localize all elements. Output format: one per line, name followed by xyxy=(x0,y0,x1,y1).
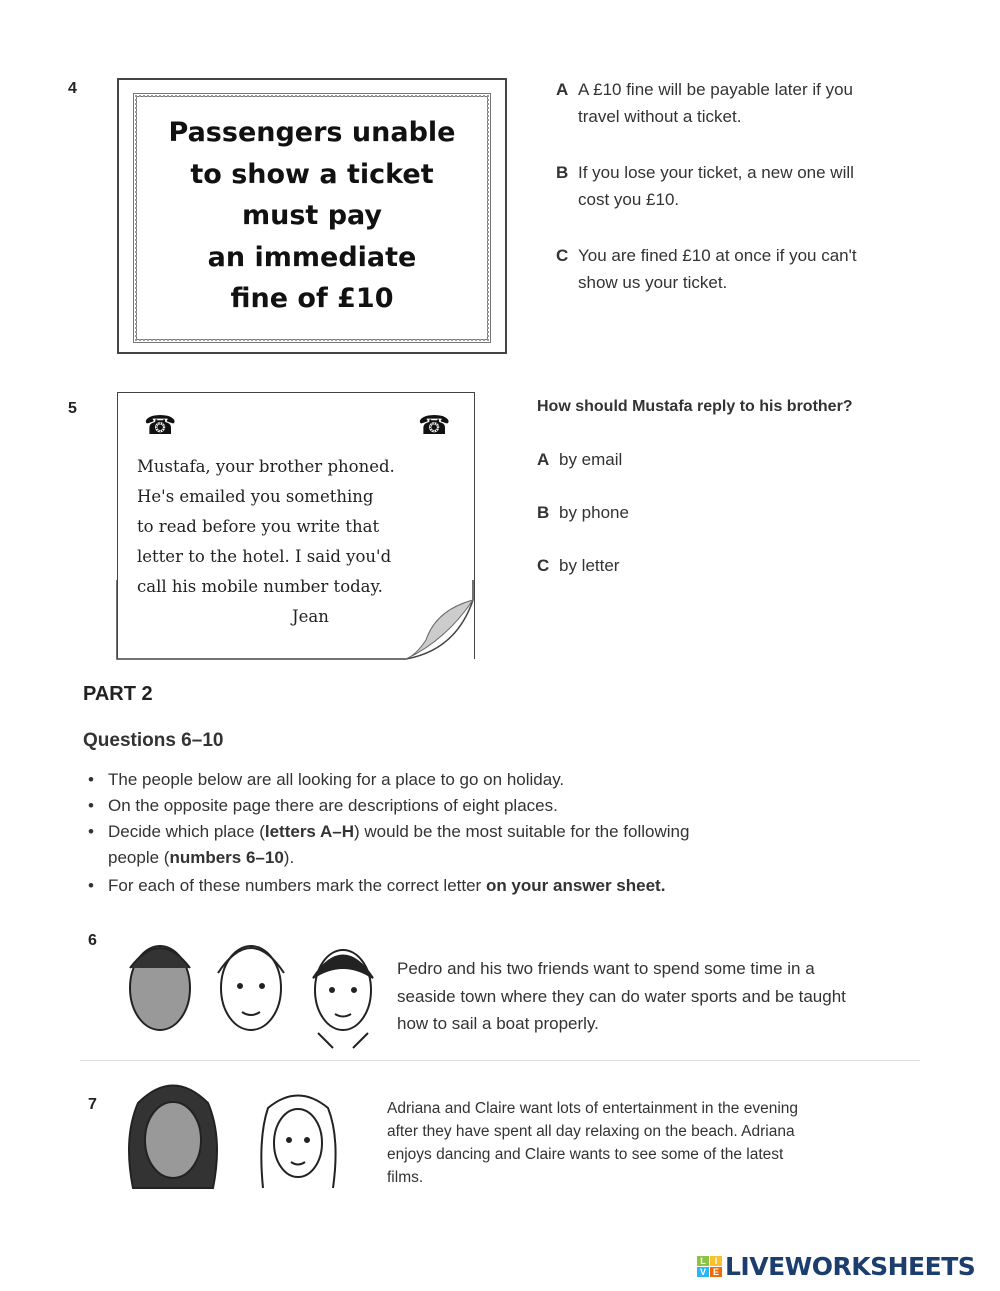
option-c[interactable]: C by letter xyxy=(537,556,620,575)
person-description: Pedro and his two friends want to spend some time in a seaside town where they can do water sports and be taught how to sail a boat properly. xyxy=(397,959,846,1033)
note-signature: Jean xyxy=(292,607,329,626)
part-title: PART 2 xyxy=(83,683,153,705)
telephone-icon: ☎ xyxy=(418,410,451,440)
instruction-bullet: • The people below are all looking for a place to go on holiday. xyxy=(88,770,565,789)
instruction-bullet: • For each of these numbers mark the correct letter on your answer sheet. xyxy=(88,876,666,895)
divider xyxy=(80,1060,920,1061)
question-number: 5 xyxy=(68,400,77,417)
logo-tiles-icon: L I V E xyxy=(697,1256,722,1277)
questions-range: Questions 6–10 xyxy=(83,730,224,751)
option-b[interactable]: B If you lose your ticket, a new one will cost you £10. xyxy=(556,163,854,209)
instruction-bullet-continued: people (numbers 6–10). xyxy=(108,848,295,867)
three-faces-illustration xyxy=(118,928,388,1053)
instruction-bullet: • Decide which place (letters A–H) would be the most suitable for the following xyxy=(88,822,690,841)
question-text: How should Mustafa reply to his brother? xyxy=(537,398,853,415)
option-a[interactable]: A A £10 fine will be payable later if you travel without a ticket. xyxy=(556,80,854,126)
question-number: 4 xyxy=(68,80,77,97)
logo-text: LIVEWORKSHEETS xyxy=(725,1252,976,1281)
instruction-bullet: • On the opposite page there are descriptions of eight places. xyxy=(88,796,558,815)
question-number: 7 xyxy=(88,1096,97,1113)
question-number: 6 xyxy=(88,932,97,949)
sign-text: Passengers unable to show a ticket must pay an immediate fine of £10 xyxy=(168,117,456,314)
option-c[interactable]: C You are fined £10 at once if you can't show us your ticket. xyxy=(556,246,857,292)
telephone-icon: ☎ xyxy=(144,410,177,440)
note-text: Mustafa, your brother phoned. He's emailed you something to read before you write that letter to the hotel. I said you'd call his mobile number today. Jean xyxy=(137,452,395,632)
person-description: Adriana and Claire want lots of entertainment in the evening after they have spent all day relaxing on the beach. Adriana enjoys dancing and Claire wants to see some of the latest films. xyxy=(387,1100,798,1186)
option-a[interactable]: A by email xyxy=(537,450,623,469)
liveworksheets-logo[interactable] xyxy=(697,1252,975,1281)
option-b[interactable]: B by phone xyxy=(537,503,629,522)
two-faces-illustration xyxy=(108,1078,358,1203)
